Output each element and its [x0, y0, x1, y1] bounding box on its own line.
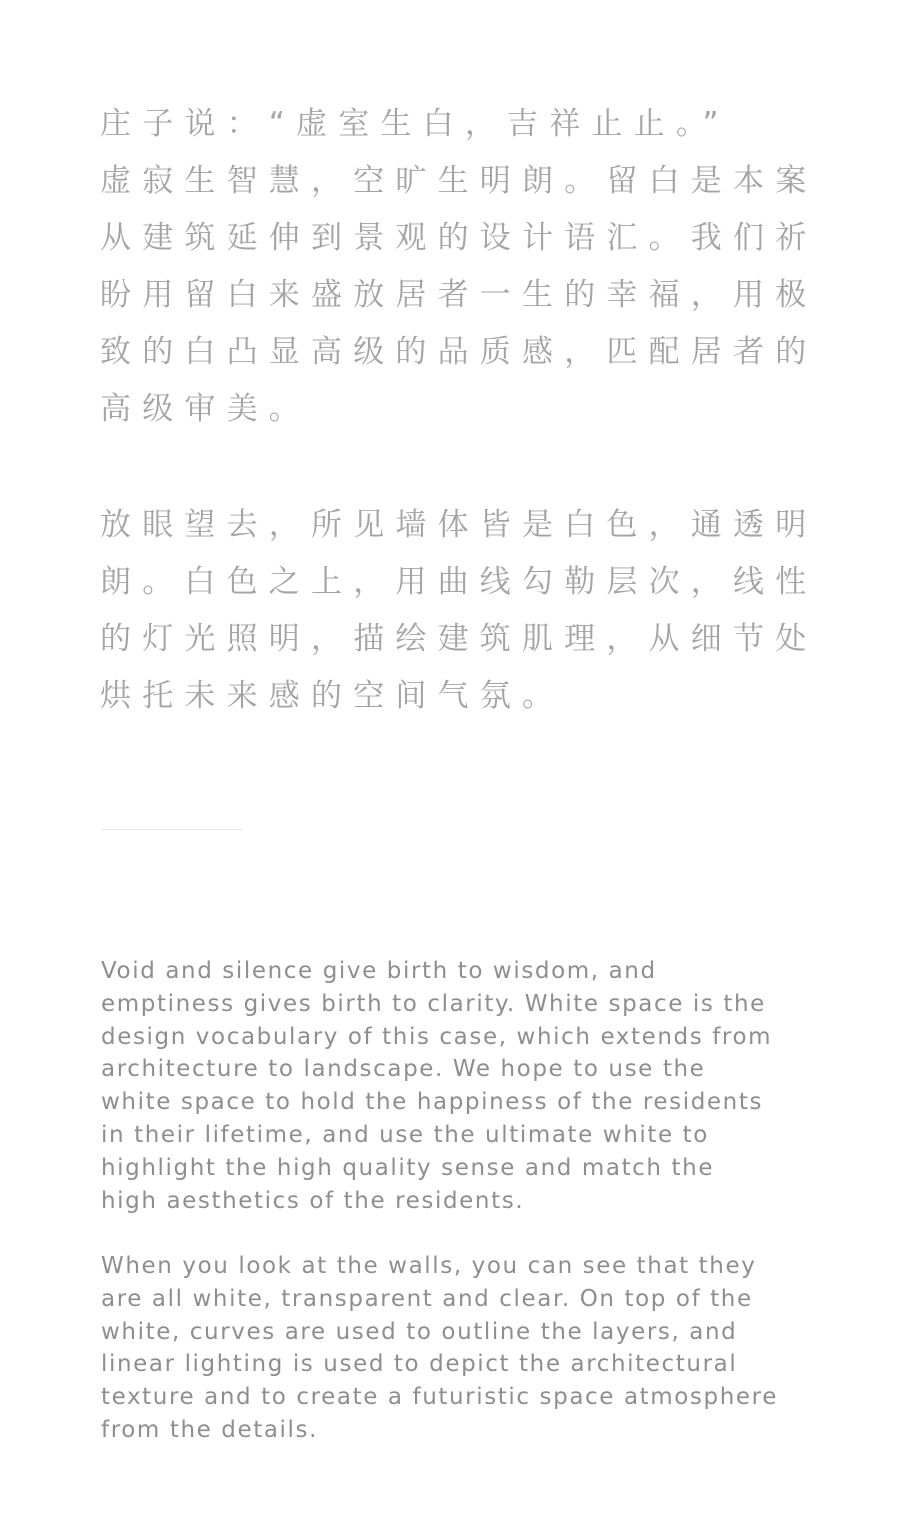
text-line: 从建筑延伸到景观的设计语汇。我们祈: [100, 220, 818, 256]
text-line: design vocabulary of this case, which extends from: [101, 1023, 773, 1050]
text-line: Void and silence give birth to wisdom, and: [101, 958, 657, 984]
text-line: 朗。白色之上，用曲线勾勒层次，线性: [100, 564, 818, 600]
text-line: 致的白凸显高级的品质感，匹配居者的: [100, 334, 818, 370]
english-paragraph-1: [101, 955, 841, 1217]
text-line: 放眼望去，所见墙体皆是白色，通透明: [100, 507, 818, 543]
text-line: 盼用留白来盛放居者一生的幸福，用极: [100, 277, 818, 313]
text-line: 的灯光照明，描绘建筑肌理，从细节处: [100, 621, 818, 657]
text-line: white, curves are used to outline the layers, and: [101, 1318, 738, 1345]
text-line: highlight the high quality sense and match the: [101, 1154, 715, 1181]
english-paragraph-2: [101, 1250, 841, 1447]
text-line: texture and to create a futuristic space atmosphere: [101, 1384, 778, 1411]
text-line: high aesthetics of the residents.: [101, 1187, 525, 1214]
text-line: 虚寂生智慧，空旷生明朗。留白是本案: [100, 163, 818, 199]
text-line: 高级审美。: [100, 391, 311, 427]
text-line: white space to hold the happiness of the residents: [101, 1089, 764, 1116]
text-line: are all white, transparent and clear. On top of the: [101, 1285, 753, 1312]
text-line: 烘托未来感的空间气氛。: [100, 678, 565, 714]
text-line: from the details.: [101, 1416, 319, 1443]
section-divider: [102, 829, 242, 830]
text-line: architecture to landscape. We hope to use the: [101, 1056, 706, 1083]
text-line: linear lighting is used to depict the architectural: [101, 1351, 738, 1378]
text-line: emptiness gives birth to clarity. White space is the: [101, 990, 766, 1017]
chinese-paragraph-2: [100, 497, 830, 725]
chinese-paragraph-1: [100, 96, 830, 438]
text-line: When you look at the walls, you can see that they: [101, 1253, 757, 1279]
text-line: 庄子说：“虚室生白，吉祥止止。”: [100, 106, 730, 142]
text-line: in their lifetime, and use the ultimate white to: [101, 1121, 709, 1148]
